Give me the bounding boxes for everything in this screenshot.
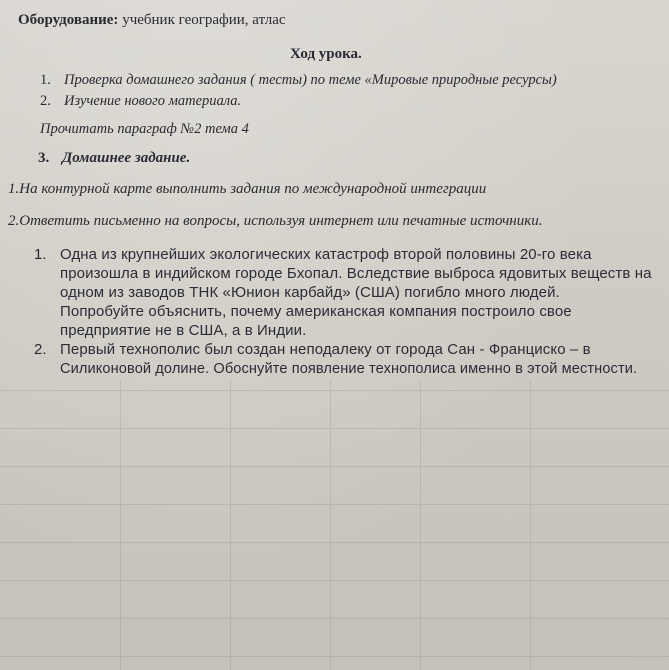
equipment-label: Оборудование: xyxy=(18,12,119,28)
task-2: 2.Ответить письменно на вопросы, используя интернет или печатные источники. xyxy=(8,213,543,229)
homework-heading xyxy=(38,150,190,167)
plan-item-text: Изучение нового материала. xyxy=(64,93,242,109)
reading-assignment: Прочитать параграф №2 тема 4 xyxy=(40,121,249,137)
question-1-line-4: Попробуйте объяснить, почему американская компания построило свое xyxy=(60,303,572,320)
plan-item-number: 2. xyxy=(40,93,51,109)
question-1-number: 1. xyxy=(34,246,47,263)
question-2-line-2: Силиконовой долине. Обоснуйте появление технополиса именно в этой местности. xyxy=(60,361,638,377)
question-1-line-5: предприятие не в США, а в Индии. xyxy=(60,322,307,339)
plan-item-number: 1. xyxy=(40,72,51,88)
equipment-value: учебник географии, атлас xyxy=(118,12,286,28)
homework-number: 3. xyxy=(38,150,50,166)
question-2-line-1: Первый технополис был создан неподалеку от города Сан - Франциско – в xyxy=(60,341,591,358)
question-1-line-1: Одна из крупнейших экологических катастроф второй половины 20-го века xyxy=(60,246,592,263)
equipment-line xyxy=(18,12,286,29)
lesson-title: Ход урока. xyxy=(290,46,362,62)
question-1-line-2: произошла в индийском городе Бхопал. Вследствие выброса ядовитых веществ на xyxy=(60,265,652,282)
plan-item-2 xyxy=(40,93,241,110)
homework-title: Домашнее задание. xyxy=(62,150,191,166)
plan-item-text: Проверка домашнего задания ( тесты) по теме «Мировые природные ресурсы) xyxy=(64,72,557,88)
plan-item-1 xyxy=(40,72,557,89)
question-1-line-3: одном из заводов ТНК «Юнион карбайд» (США) погибло много людей. xyxy=(60,284,560,301)
task-1: 1.На контурной карте выполнить задания по международной интеграции xyxy=(8,181,487,197)
question-2-number: 2. xyxy=(34,341,47,358)
bleed-through-table xyxy=(0,380,669,670)
